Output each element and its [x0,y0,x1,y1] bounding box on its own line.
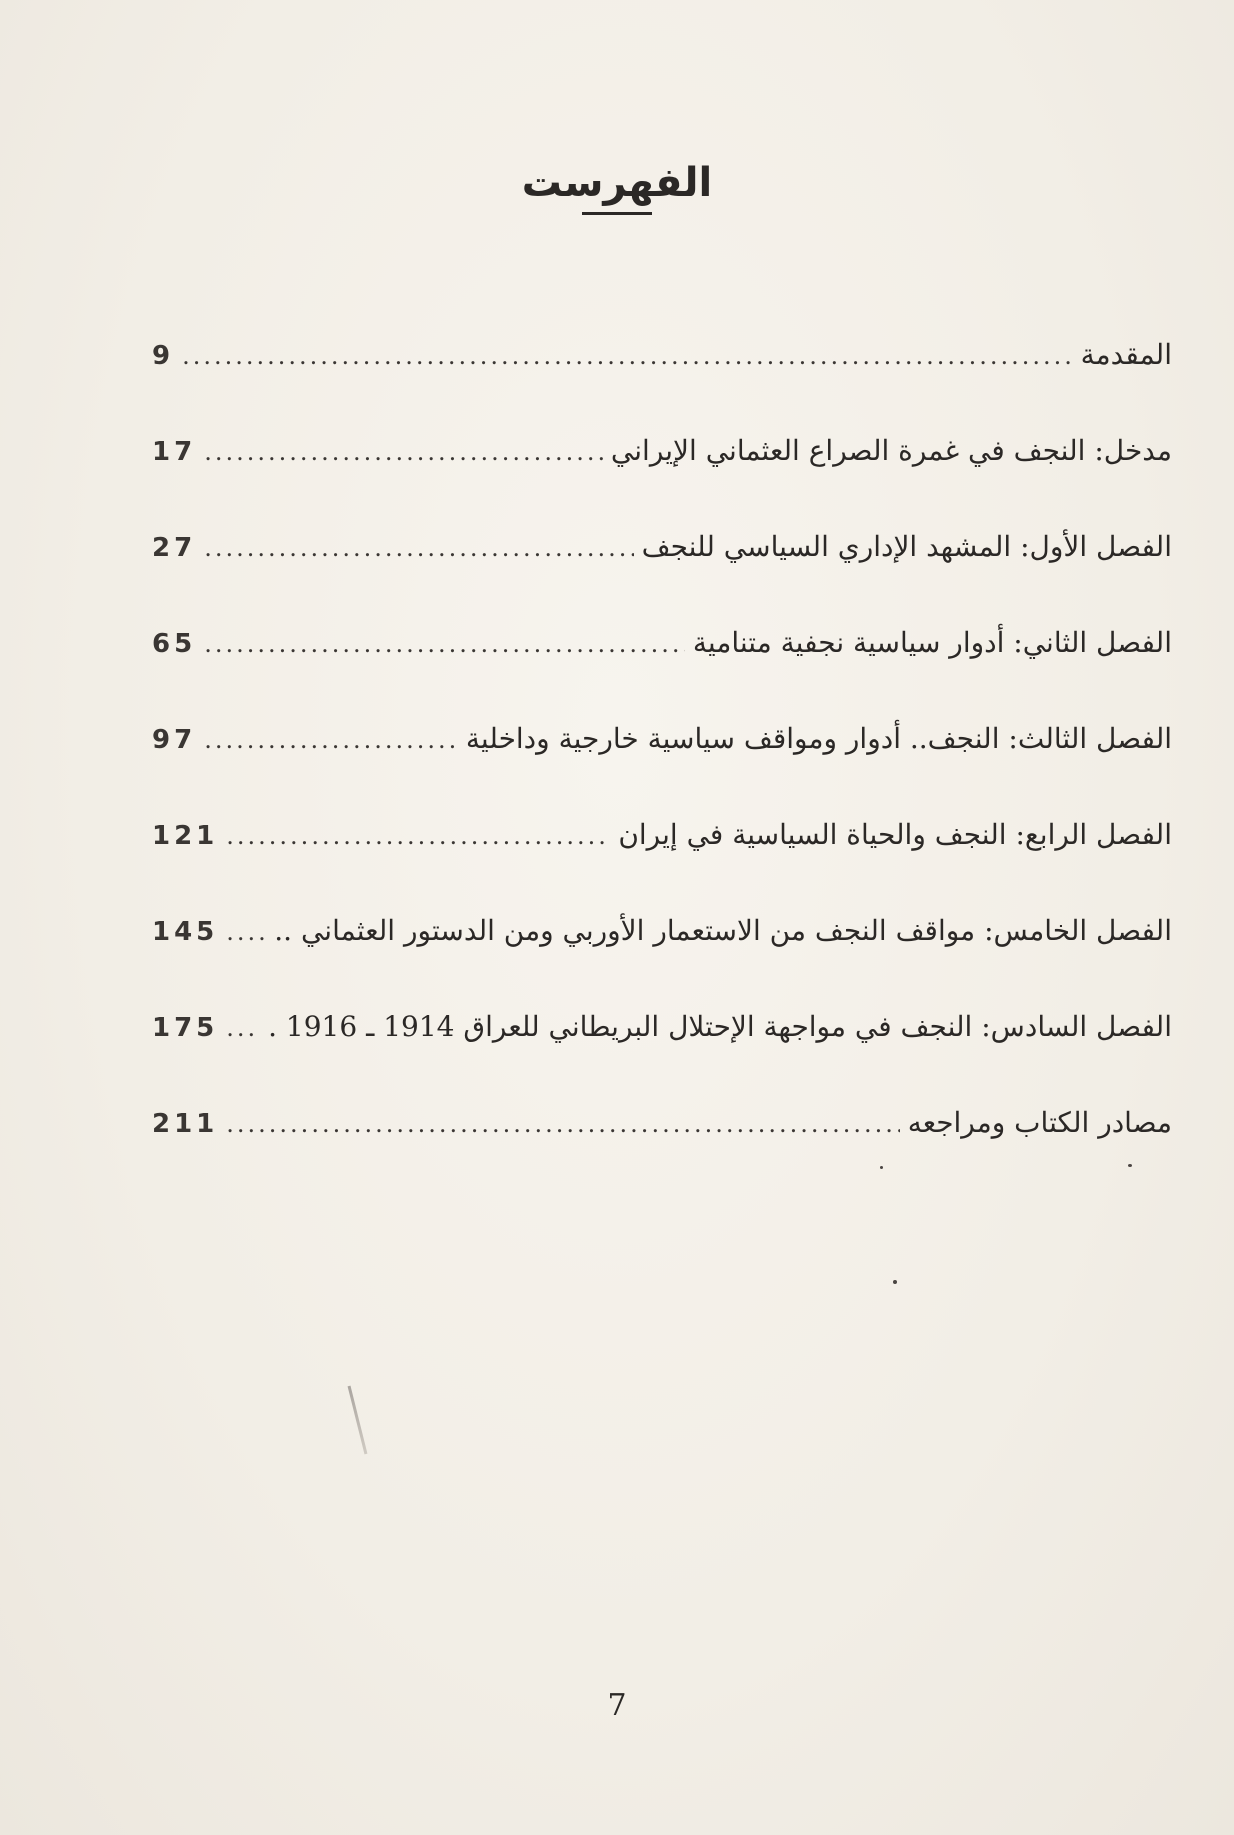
dot-leader [204,726,458,754]
dot-leader [204,534,633,562]
page-number: 7 [607,1688,627,1723]
toc-entry-page: 145 [152,917,219,947]
dot-leader [204,438,603,466]
table-of-contents [152,338,1172,1202]
toc-entry-page: 97 [152,725,197,755]
paper-speck [1128,1164,1132,1167]
dot-leader [226,822,610,850]
page-title: الفهرست [521,160,713,206]
toc-entry [152,1010,1172,1106]
toc-entry [152,434,1172,530]
toc-entry [152,338,1172,434]
paper-speck [893,1280,897,1284]
toc-entry-title: الفصل الأول: المشهد الإداري السياسي للنجف [641,530,1172,563]
toc-entry-page: 9 [152,341,175,371]
toc-entry-page: 175 [152,1013,219,1043]
toc-entry-page: 211 [152,1109,219,1139]
toc-entry-page: 121 [152,821,219,851]
toc-entry [152,626,1172,722]
dot-leader [204,630,685,658]
toc-entry-title: الفصل الثالث: النجف.. أدوار ومواقف سياسية خارجية وداخلية [465,722,1172,755]
paper-speck [880,1166,883,1169]
dot-leader [226,918,266,946]
dot-leader [182,342,1073,370]
toc-entry-page: 17 [152,437,197,467]
toc-entry-page: 27 [152,533,197,563]
toc-entry [152,818,1172,914]
toc-entry-title: الفصل الخامس: مواقف النجف من الاستعمار الأوربي ومن الدستور العثماني .. [274,914,1172,947]
toc-entry [152,914,1172,1010]
dot-leader [226,1014,260,1042]
toc-entry [152,1106,1172,1202]
toc-entry [152,530,1172,626]
toc-entry-title: الفصل السادس: النجف في مواجهة الإحتلال البريطاني للعراق 1914 ـ 1916 . [268,1010,1172,1043]
toc-entry [152,722,1172,818]
toc-entry-title: الفصل الرابع: النجف والحياة السياسية في إيران [618,818,1172,851]
toc-entry-title: المقدمة [1080,338,1172,371]
toc-entry-title: مصادر الكتاب ومراجعه [907,1106,1172,1139]
dot-leader [226,1110,899,1138]
toc-entry-page: 65 [152,629,197,659]
toc-entry-title: الفصل الثاني: أدوار سياسية نجفية متنامية [692,626,1172,659]
title-underline [582,212,652,215]
paper-smudge [348,1386,368,1455]
toc-entry-title: مدخل: النجف في غمرة الصراع العثماني الإيراني [610,434,1172,467]
